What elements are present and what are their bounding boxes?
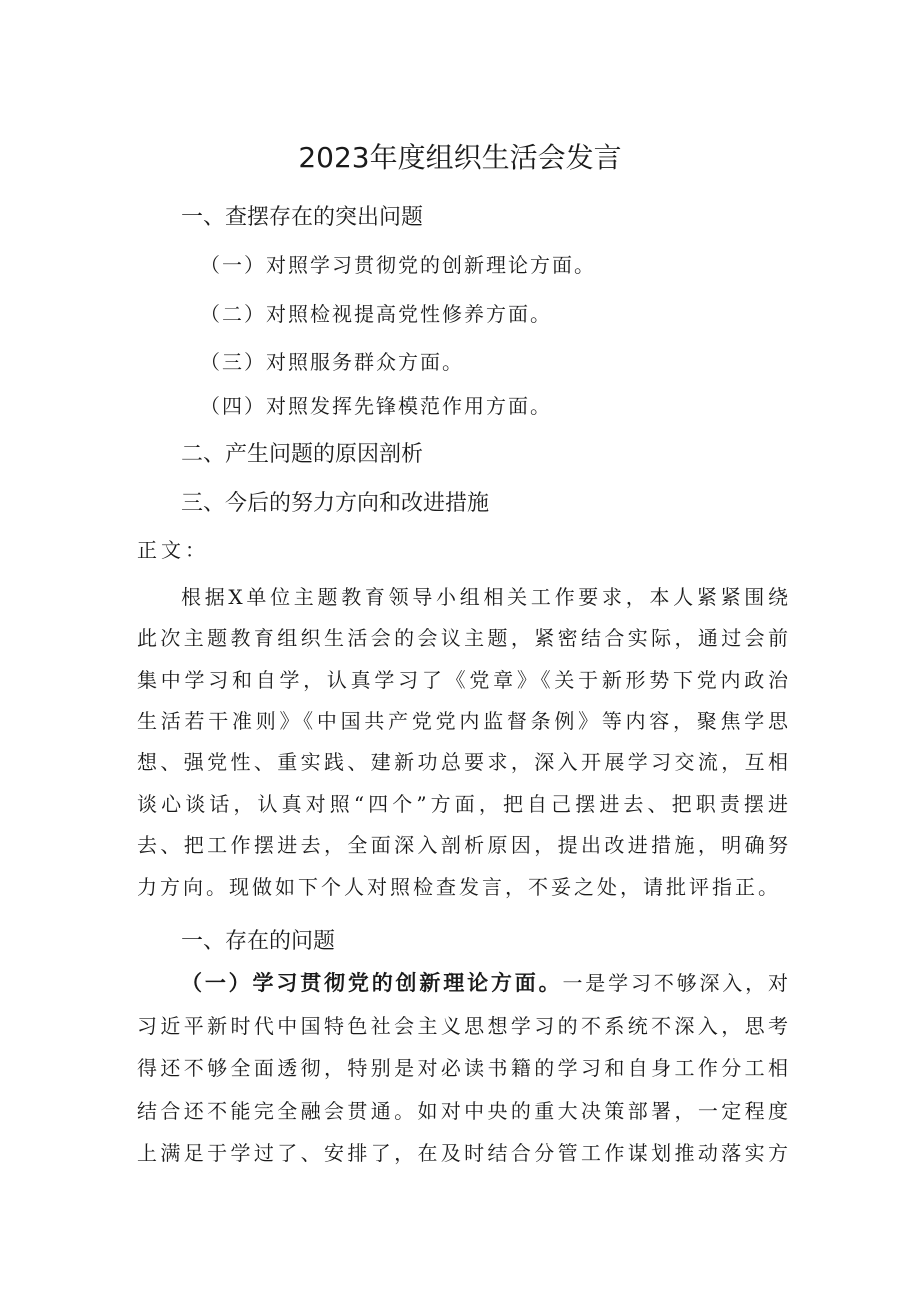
intro-line: 想、强党性、重实践、建新功总要求，深入开展学习交流，互相 <box>137 750 788 774</box>
para1-bold-lead: （一）学习贯彻党的创新理论方面。 <box>181 971 563 995</box>
intro-line: 去、把工作摆进去，全面深入剖析原因，提出改进措施，明确努 <box>137 833 788 857</box>
outline-heading-2: 二、产生问题的原因剖析 <box>181 442 424 467</box>
intro-line: 此次主题教育组织生活会的会议主题，紧密结合实际，通过会前 <box>137 626 788 650</box>
para1-line: 结合还不能完全融会贯通。如对中央的重大决策部署，一定程度 <box>137 1099 788 1123</box>
outline-sub-3: （三）对照服务群众方面。 <box>200 350 464 374</box>
outline-sub-4: （四）对照发挥先锋模范作用方面。 <box>200 394 552 418</box>
intro-line: 集中学习和自学，认真学习了《党章》《关于新形势下党内政治 <box>137 668 788 692</box>
para1-line: 上满足于学过了、安排了，在及时结合分管工作谋划推动落实方 <box>137 1141 788 1165</box>
para1-first-line <box>181 968 788 998</box>
outline-sub-1: （一）对照学习贯彻党的创新理论方面。 <box>200 253 596 277</box>
outline-heading-1: 一、查摆存在的突出问题 <box>181 205 424 230</box>
intro-line: 根据X单位主题教育领导小组相关工作要求，本人紧紧围绕 <box>181 585 788 609</box>
outline-sub-2: （二）对照检视提高党性修养方面。 <box>200 302 552 326</box>
body-label: 正文： <box>137 538 209 562</box>
intro-line: 谈心谈话，认真对照“四个”方面，把自己摆进去、把职责摆进 <box>137 792 788 816</box>
document-title: 2023年度组织生活会发言 <box>298 141 622 174</box>
para1-first-rest: 一是学习不够深入，对 <box>562 971 789 995</box>
section-heading: 一、存在的问题 <box>181 929 336 954</box>
para1-line: 习近平新时代中国特色社会主义思想学习的不系统不深入，思考 <box>137 1014 788 1038</box>
intro-line: 生活若干准则》《中国共产党党内监督条例》等内容，聚焦学思 <box>137 709 788 733</box>
para1-line: 得还不够全面透彻，特别是对必读书籍的学习和自身工作分工相 <box>137 1056 788 1080</box>
outline-heading-3: 三、今后的努力方向和改进措施 <box>181 491 490 516</box>
intro-line: 力方向。现做如下个人对照检查发言，不妥之处，请批评指正。 <box>137 875 781 899</box>
